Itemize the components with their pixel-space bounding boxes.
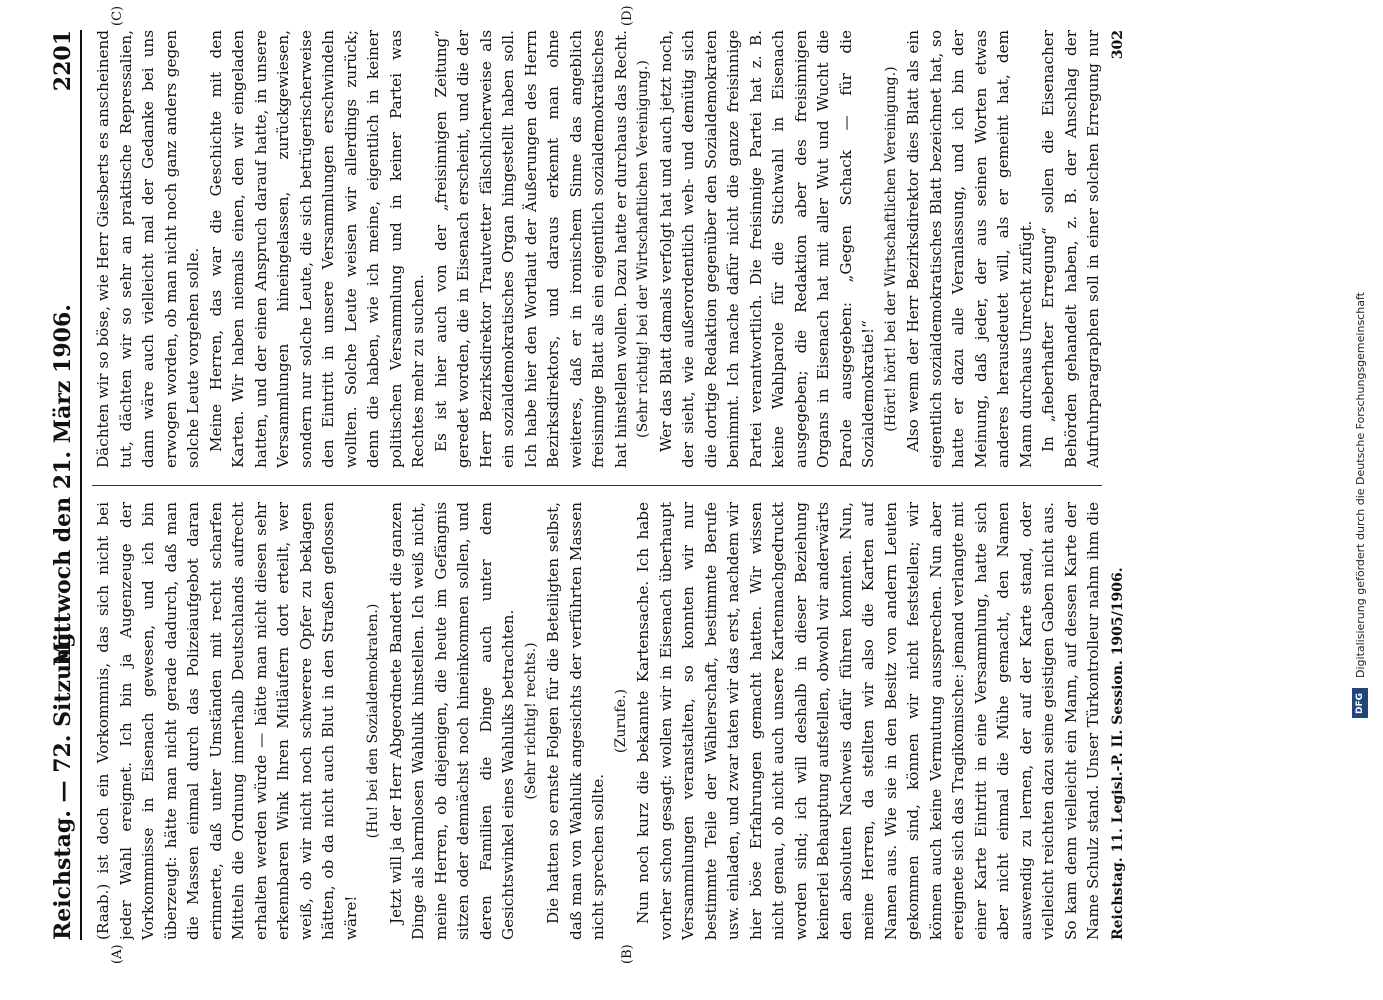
paragraph: Die hatten so ernste Folgen für die Beteiligten selbst, daß man von Wahlulk angesichts der verführten Massen nicht sprechen sollte.: [544, 502, 607, 940]
column-divider: [92, 485, 1102, 486]
dfg-logo: DFG: [1352, 688, 1368, 718]
page-footer: [1110, 30, 1134, 940]
paragraph: Meine Herren, das war die Geschichte mit den Karten. Wir haben niemals einen, den wir eingeladen hatten, und der einen Anspruch darauf hatte, in unsere Versammlungen hineingelassen, zurückgewiesen, sondern nur solche Leute, die sich betrügerischerweise den Eintritt in unsere Versammlungen erschwindeln wollten. Solche Leute weisen wir allerdings zurück; denn die haben, wie ich meine, eigentlich in keiner politischen Versammlung und in keiner Partei was Rechtes mehr zu suchen.: [206, 30, 427, 468]
paragraph: Jetzt will ja der Herr Abgeordnete Bandert die ganzen Dinge als harmlosen Wahlulk hinstellen. Ich weiß nicht, meine Herren, ob diejenigen, die heute im Gefängnis sitzen oder demnächst noch hineinkommen sollen, und deren Familien die Dinge auch unter dem Gesichtswinkel eines Wahlulks betrachten.: [386, 502, 517, 940]
interjection: (Sehr richtig! bei der Wirtschaftlichen Vereinigung.): [635, 60, 651, 438]
margin-mark-c: (C): [110, 5, 125, 26]
header-date: Mittwoch den 21. März 1906.: [50, 304, 76, 666]
margin-mark-d: (D): [620, 5, 635, 26]
footer-session-info: Reichstag. 11. Legisl.-P. II. Session. 1905/1906.: [1110, 567, 1126, 940]
digitization-credit: [1344, 18, 1378, 718]
paragraph: Nun noch kurz die bekannte Kartensache. Ich habe vorher schon gesagt: wollen wir in Eisenach überhaupt Versammlungen veranstalten, so konnten wir nur bestimmte Teile der Wählerschaft, bestimmte Berufe usw. einladen, und zwar taten wir das erst, nachdem wir hier böse Erfahrungen gemacht hatten. Wir wissen nicht genau, ob nicht auch unsere Kartennachgedruckt worden sind; ich will deshalb in dieser Beziehung keinerlei Behauptung aufstellen, obwohl wir anderwärts den absoluten Nachweis dafür führen konnten. Nun, meine Herren, da stellten wir also die Karten auf Namen aus. Wie sie in den Besitz von andern Leuten gekommen sind, können wir nicht feststellen; wir können auch keine Vermutung aussprechen. Nun aber ereignete sich das Tragikomische: jemand verlangte mit einer Karte Eintritt in eine Versammlung, hatte sich aber nicht einmal die Mühe gemacht, den Namen auswendig zu lernen, der auf der Karte stand, oder vielleicht reichten dazu seine geistigen Gaben nicht aus. So kam denn vielleicht ein Mann, auf dessen Karte der Name Schulz stand. Unser Türkontrolleur nahm ihm die: [634, 502, 1102, 940]
footer-sheet-number: 302: [1110, 30, 1126, 60]
page-header: [50, 30, 82, 940]
paragraph: Dächten wir so böse, wie Herr Giesberts es anscheinend tut, dächten wir so sehr an praktische Repressalien, dann wäre auch vielleicht mal der Gedanke bei uns erwogen worden, ob man nicht noch ganz anders gegen solche Leute vorgehen solle.: [94, 30, 202, 468]
header-left-title: Reichstag. — 72. Sitzung.: [50, 624, 76, 940]
margin-mark-b: (B): [620, 944, 635, 964]
digitization-note: Digitalisierung gefördert durch die Deutsche Forschungsgemeinschaft: [1354, 292, 1367, 678]
interjection: (Sehr richtig! rechts.): [522, 642, 539, 800]
interjection: (Zurufe.): [612, 688, 629, 754]
paragraph: (Raab.) ist doch ein Vorkommnis, das sich nicht bei jeder Wahl ereignet. Ich bin ja Augenzeuge der Vorkommnisse in Eisenach gewesen, und ich bin überzeugt: hätte man nicht gerade dadurch, daß man die Massen einmal durch das Polizeiaufgebot daran erinnerte, daß unter Umständen mit recht scharfen Mitteln die Ordnung innerhalb Deutschlands aufrecht erhalten werden würde — hätte man nicht diesen sehr erkennbaren Wink Ihren Mitläufern dort erteilt, wer weiß, ob wir nicht noch schwerere Opfer zu beklagen hätten, ob da nicht auch Blut in den Straßen geflossen wäre!: [94, 502, 360, 940]
paragraph: Wer das Blatt damals verfolgt hat und auch jetzt noch, der sieht, wie außerordentlich weh- und demütig sich die dortige Redaktion gegenüber den Sozialdemokraten benimmt. Ich mache dafür nicht die ganze freisinnige Partei verantwortlich. Die freisinnige Partei hat z. B. keine Wahlparole für die Stichwahl in Eisenach ausgegeben; die Redaktion aber des freisinnigen Organs in Eisenach hat mit aller Wut und Wucht die Parole ausgegeben: „Gegen Schack — für die Sozialdemokratie!“: [656, 30, 877, 468]
right-text-column: [92, 30, 1102, 468]
margin-mark-a: (A): [110, 944, 125, 964]
paragraph: Also wenn der Herr Bezirksdirektor dies Blatt als ein eigentlich sozialdemokratisches Blatt bezeichnet hat, so hatte er dazu alle Veranlassung, und ich bin der Meinung, daß jeder, der aus seinen Worten etwas anderes herausdeutet will, als er gemeint hat, dem Mann durchaus Unrecht zufügt.: [904, 30, 1035, 468]
interjection: (Hu! bei den Sozialdemokraten.): [365, 603, 381, 839]
left-text-column: [92, 502, 1102, 940]
paragraph: In „fieberhafter Erregung“ sollen die Eisenacher Behörden gehandelt haben, z. B. der Anschlag der Aufruhrparagraphen soll in einer solchen Erregung nur: [1039, 30, 1102, 468]
paragraph: Es ist hier auch von der „freisinnigen Zeitung“ geredet worden, die in Eisenach erscheint, und die der Herr Bezirksdirektor Trautvetter fälschlicherweise als ein sozialdemokratisches Organ hingestellt haben soll. Ich habe hier den Wortlaut der Äußerungen des Herrn Bezirksdirektors, und daraus erkennt man ohne weiteres, daß er in ironischem Sinne das angeblich freisinnige Blatt als ein eigentlich sozialdemokratisches hat hinstellen wollen. Dazu hatte er durchaus das Recht.: [431, 30, 630, 468]
interjection: (Hört! hört! bei der Wirtschaftlichen Vereinigung.): [882, 66, 899, 432]
header-page-number: 2201: [50, 30, 76, 92]
